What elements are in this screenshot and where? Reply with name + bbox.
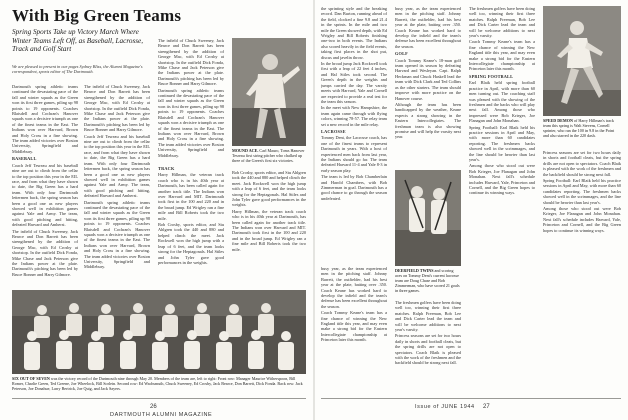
- lacrosse-caption-text: and scoring aces on Tommy Dent's current lacrosse team are Doug Chase and Bob Zimmerman, who have scored 21 goals in three games.: [395, 268, 460, 294]
- paragraph: Coach Jeff Tesreau and his baseball nine are out to climb from the cellar to the top position this year in the EIL race, and from what they have shown to date, the Big Green has a hard team. With only four Dartmouth lettermen back, the spring season has been a good one as new players showed well in exhibition games against Yale and Army. The team, with good pitching and hitting, defeated Harvard and Amherst.: [12, 162, 78, 228]
- article-subhead: Spring Sports Take up Victory March Where Winter Teams Left Off, as Baseball, Lacrosse, Track and Golf Start: [12, 28, 144, 54]
- magazine-name: DARTMOUTH ALUMNI MAGAZINE: [110, 412, 213, 418]
- paragraph: The infield of Chuck Sweeney, Jack Bearce and Don Barrett has been strengthened by the addition of George Mac, with Ed Crosby at shortstop. In the outfield Dick Fonda, Mike Chase and Jack Peterson give the Indians power at the plate. Dartmouth's pitching has been led by Bruce Bonner and Harry Gilmore.: [158, 38, 224, 87]
- sprinter-caption-text: of Harry Hillman's track team this spring is Walt Stevens, Cornell sprinter, who ran the 100 in 9.8 in the Point and also starred in the 220 dash.: [543, 118, 615, 139]
- lacrosse-twins-caption: [395, 268, 461, 293]
- paragraph: Dartmouth spring athletic teams continued the devastating pace of the fall and winter squads as the Green won its first three games, piling up 98 points to 19 opponents. Coaches Blaisdell and Cochran's Hanover squads won a decisive triumph as one of the finest teams in the East. The Indians won over Harvard, Brown and Holy Cross in a fine showing. The team added victories over Boston University, Springfield and Middlebury.: [12, 84, 78, 154]
- paragraph: Coach Tommy Keane's team has a fine chance of winning the New England title this year, and may even make a strong bid for the Eastern Intercollegiate championship at Princeton later this month.: [321, 310, 387, 343]
- section-heading-spring-football: SPRING FOOTBALL: [469, 73, 514, 79]
- text-column-4: [158, 164, 224, 286]
- paragraph: Spring Football: Earl Blaik held his practice sessions in April and May, with more than 60 candidates reporting. The freshmen backs showed well in the scrimmages, and the line should be heavier than last year's.: [543, 178, 621, 205]
- paragraph: The freshmen golfers have been doing well too, winning their first three matches. Ralph Freeman, Bob Lee and Dick Carter lead the team and will be welcome additions to next year's varsity.: [469, 6, 535, 39]
- paragraph: Tommy Dent, the Lacrosse coach, has one of the finest teams to represent Dartmouth in years. With a host of experienced men back from last year, the Indians should go far. The team defeated Harvard 11-4 and Yale 8-3 in early season play.: [321, 135, 387, 173]
- pitcher-caption-text: Carl Mauro, Toms Hanover Tesreau first string pitcher who chalked up three of the Green's first six victories.: [232, 148, 305, 164]
- footer-rule: [12, 398, 306, 399]
- text-column-7: [395, 6, 461, 166]
- team-photo: [12, 290, 306, 374]
- paragraph: Earl Blaik held spring football practice in April, with more than 60 men turning out. The coaching staff was pleased with the showing of the freshmen and the backs who will play next fall. Among those who impressed were Bob Krieger, Joe Flanagan and John Monahan.: [469, 80, 535, 124]
- pitcher-figure-icon: [232, 38, 306, 146]
- text-column-10: [321, 266, 387, 396]
- sprinter-photo: [543, 6, 621, 116]
- paragraph: Coach Tommy Keane's team has a fine chance of winning the New England title this year, and may even make a strong bid for the Eastern Intercollegiate championship at Princeton later this month.: [469, 39, 535, 72]
- paragraph: The infield of Chuck Sweeney, Jack Bearce and Don Barrett has been strengthened by the addition of George Mac, with Ed Crosby at shortstop. In the outfield Dick Fonda, Mike Chase and Jack Peterson give the Indians power at the plate. Dartmouth's pitching has been led by Bruce Bonner and Harry Gilmore.: [12, 228, 78, 277]
- footer-rule: [321, 398, 621, 399]
- paragraph: Coach Jeff Tesreau and his baseball nine are out to climb from the cellar to the top position this year in the EIL race, and from what they have shown to date, the Big Green has a hard team. With only four Dartmouth lettermen back, the spring season has been a good one as new players showed well in exhibition games against Yale and Army. The team, with good pitching and hitting, defeated Harvard and Amherst.: [84, 133, 150, 199]
- section-heading-lacrosse: LACROSSE: [321, 128, 346, 134]
- text-column-3: [158, 38, 224, 160]
- paragraph: busy year, as the team experienced men in the pitching staff. Johnny Barrett, the outfielder, had his best year at the plate, batting over .350. Coach Keane has worked hard to develop the infield and the team's defense has been excellent throughout the season.: [321, 266, 387, 309]
- paragraph: Dartmouth spring athletic teams continued the devastating pace of the fall and winter squads as the Green won its first three games, piling up 98 points to 19 opponents. Coaches Blaisdell and Cochran's Hanover squads won a decisive triumph as one of the finest teams in the East. The Indians won over Harvard, Brown and Holy Cross in a fine showing. The team added victories over Boston University, Springfield and Middlebury.: [158, 87, 224, 158]
- pitcher-photo: [232, 38, 306, 146]
- paragraph: Bob Crosby, sports editor, and Stu Ahlgren took the 440 and 880 and helped clinch the meet. Jack Rockwell won the high jump with a leap of 6 feet, and the team looks strong for the Heptagonals. Hal Stiles and John Tyler gave good performances in the weights.: [158, 222, 224, 265]
- paragraph: In the broad jump Jack Rockwell took first with a leap of 22 feet 4 inches, and Hal Stiles took second. The Green's depth in the weights and jumps carried the day. The varsity meets with Harvard, Yale and Cornell are expected to provide a real test for the team this season.: [321, 61, 387, 104]
- paragraph: The freshmen golfers have been doing well too, winning their first three matches. Ralph Freeman, Bob Lee and Dick Carter lead the team and will be welcome additions to next year's varsity.: [395, 300, 461, 333]
- right-page: [315, 0, 628, 420]
- paragraph: Although the team has been handicapped by the weather, Keane expects a strong showing in the Eastern Intercollegiates. The freshman team is also showing promise and will help the varsity next year.: [395, 101, 461, 140]
- paragraph: Princess seasons are set for two hours daily in shorts and football cleats, but the spring drills are not open to spectators. Coach Blaik is pleased with the work of the freshmen and the backfield should be strong next fall.: [395, 333, 461, 366]
- text-column-11: [395, 300, 461, 396]
- text-column-9: [543, 150, 621, 396]
- paragraph: The infield of Chuck Sweeney, Jack Bearce and Don Barrett has been strengthened by the addition of George Mac, with Ed Crosby at shortstop. In the outfield Dick Fonda, Mike Chase and Jack Peterson give the Indians power at the plate. Dartmouth's pitching has been led by Bruce Bonner and Harry Gilmore.: [84, 84, 150, 133]
- paragraph: Princess seasons are set for two hours daily in shorts and football cleats, but the spring drills are not open to spectators. Coach Blaik is pleased with the work of the freshmen and the backfield should be strong next fall.: [543, 150, 621, 177]
- paragraph: Among those who stood out were Bob Krieger, Joe Flanagan and John Monahan. Next fall's schedule includes Harvard, Yale, Princeton and Cornell, and the Big Green hopes to continue its winning ways.: [469, 163, 535, 196]
- team-group-icon: [12, 290, 306, 374]
- team-photo-caption: [12, 376, 306, 391]
- page-number-right: 27: [483, 404, 490, 410]
- section-heading-baseball: BASEBALL: [12, 156, 37, 162]
- page-number-left: 26: [150, 404, 157, 410]
- text-column-5: [232, 170, 306, 286]
- paragraph: Harry Hillman, the veteran track coach who is in his 40th year at Dartmouth, has been called again for another track title. The Indians won over Harvard and MIT. Dartmouth took first in the 100 and 220 and in the broad jump. Ed Wrigley ran a fine mile and Bill Roberts took the two mile.: [158, 172, 224, 221]
- paragraph: Dartmouth spring athletic teams continued the devastating pace of the fall and winter squads as the Green won its first three games, piling up 98 points to 19 opponents. Coaches Blaisdell and Cochran's Hanover squads won a decisive triumph as one of the finest teams in the East. The Indians won over Harvard, Brown and Holy Cross in a fine showing. The team added victories over Boston University, Springfield and Middlebury.: [84, 199, 150, 270]
- text-column-1: [12, 84, 78, 284]
- lacrosse-caption-label: DEERFIELD TWINS: [395, 268, 434, 273]
- paragraph: Harry Hillman, the veteran track coach who is in his 40th year at Dartmouth, has been called again for another track title. The Indians won over Harvard and MIT. Dartmouth took first in the 100 and 220 and in the broad jump. Ed Wrigley ran a fine mile and Bill Roberts took the two mile.: [232, 208, 306, 252]
- article-headline: With Big Green Teams: [12, 6, 182, 25]
- team-caption-text: was the victory record of the Dartmouth nine through May 20. Members of the team are, left to right: Front row: Manager Maurice Witherspoon, Bill Romer, Charlie Green, Ted Greene, Joe Wheelock, Bill Sorlein. Second row: Ed Wachsmuth, Chuck Sweeney, Ed Crosby, Jack Bearce, Don Barrett, Dick Fonda. Back row: Jack Peterson, Joe Donahue, Larry Bertrick, Joe Quig, and Jack Sayers.: [12, 376, 303, 392]
- pitcher-caption-label: MOUND ACE.: [232, 148, 259, 153]
- paragraph: The team is led by Bob Chamberlain and Harold Chambers, with Bob Zimmerman in goal. Dartmouth has a good chance to go through the season undefeated.: [321, 174, 387, 201]
- paragraph: Spring Football: Earl Blaik held his practice sessions in April and May, with more than 60 candidates reporting. The freshmen backs showed well in the scrimmages, and the line should be heavier than last year's.: [469, 124, 535, 162]
- section-heading-track: TRACK: [158, 166, 175, 171]
- paragraph: busy year, as the team experienced men in the pitching staff. Johnny Barrett, the outfielder, had his best year at the plate, batting over .350. Coach Keane has worked hard to develop the infield and the team's defense has been excellent throughout the season.: [395, 6, 461, 49]
- text-column-8: [469, 6, 535, 396]
- issue-date: Issue of JUNE 1944: [415, 404, 475, 410]
- left-page: [0, 0, 313, 420]
- section-heading-golf: GOLF: [395, 51, 408, 57]
- paragraph: Coach Tommy Keane's 18-man golf team opened its season by defeating Harvard and Wesleyan. Capt. Ralph Heckman and Chuck Haskell lead the team with Dick Clark and Ted Collins as the other starters. The team should improve with more practice on the Hanover course.: [395, 57, 461, 101]
- paragraph: Among those who stood out were Bob Krieger, Joe Flanagan and John Monahan. Next fall's schedule includes Harvard, Yale, Princeton and Cornell, and the Big Green hopes to continue its winning ways.: [543, 206, 621, 233]
- sprinter-caption-label: SPEED DEMON: [543, 118, 573, 123]
- sprinter-figure-icon: [543, 6, 621, 116]
- paragraph: Bob Crosby, sports editor, and Stu Ahlgren took the 440 and 880 and helped clinch the meet. Jack Rockwell won the high jump with a leap of 6 feet, and the team looks strong for the Heptagonals. Hal Stiles and John Tyler gave good performances in the weights.: [232, 170, 306, 208]
- text-column-6: [321, 6, 387, 262]
- pitcher-caption: [232, 148, 306, 163]
- lacrosse-twins-photo: [395, 170, 461, 266]
- article-intro: We are pleased to present in our pages Sydney Bliss, the Alumni Magazine's correspondent, sports editor of The Dartmouth.: [12, 64, 143, 75]
- paragraph: In the meet with New Hampshire, the team again came through with flying colors, winning 78-57. The relay team set a new record in the mile relay.: [321, 105, 387, 127]
- sprinter-caption: [543, 118, 621, 138]
- lacrosse-players-icon: [395, 170, 461, 266]
- paragraph: the sprinting style and the breaking record. Dan Burton, running ahead of the field, clocked a fine 9.8 and 21.4 in the sprints. In the mile and two mile the Green showed depth, with Ed Wrigley and Bill Roberts finishing one-two in both events. The Indians also scored heavily in the field events, taking first places in the shot put, discus and javelin throw.: [321, 6, 387, 60]
- team-caption-label: SIX OUT OF SEVEN: [12, 376, 50, 381]
- text-column-2: [84, 84, 150, 284]
